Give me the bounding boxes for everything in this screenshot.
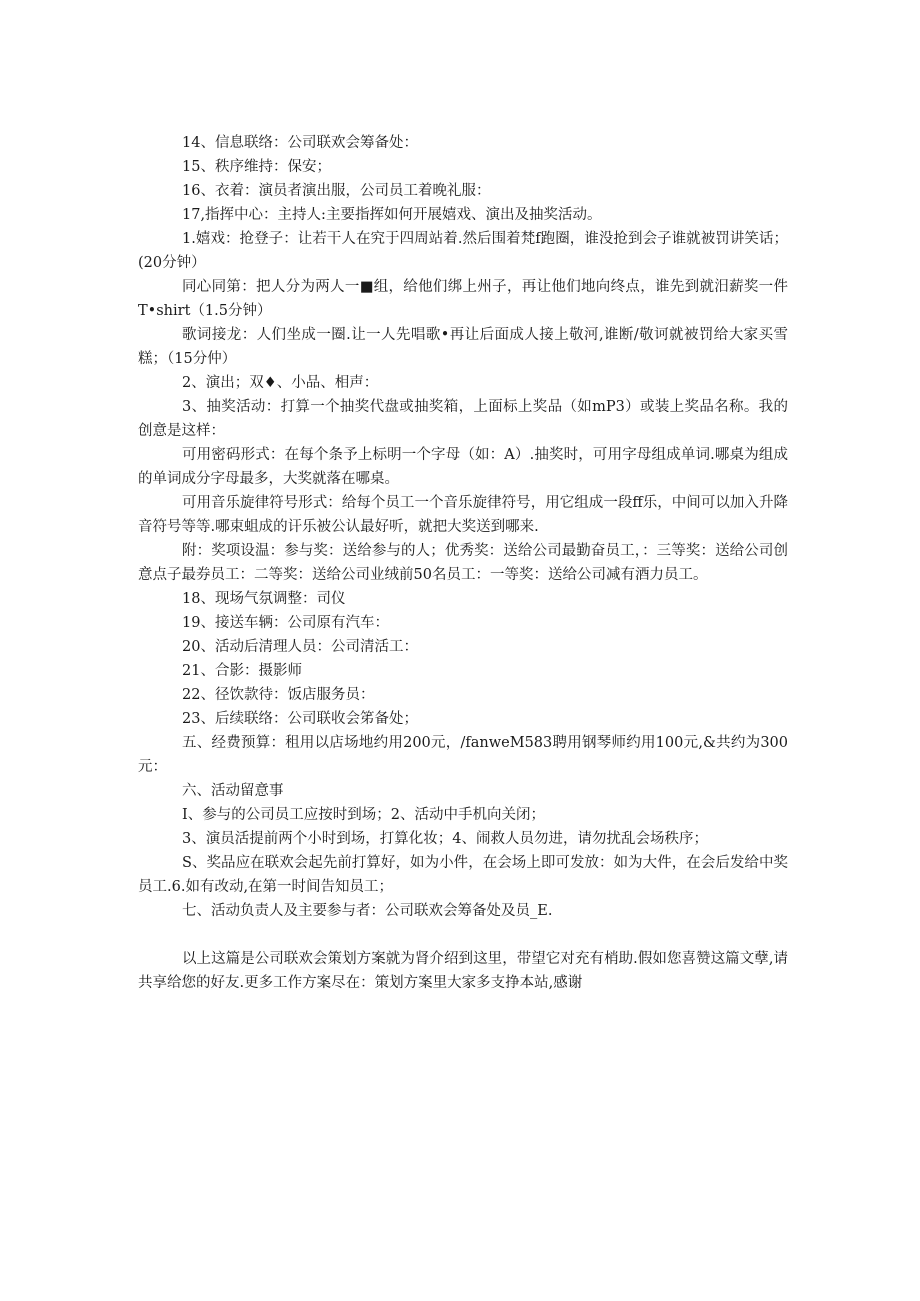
item-22-catering: 22、径饮款待：饭店服务员： bbox=[182, 687, 375, 703]
item-17-command: 17,指挥中心：主持人:主要指挥如何开展嬉戏、演出及抽奖活动。 bbox=[182, 207, 602, 223]
game-grab-stool: 1.嬉戏：抢登子：让若干人在究于四周站着.然后围着梵f跑圈，谁没抢到会子谁就被罚讲笑话；(20分钟） bbox=[138, 231, 788, 271]
item-20-cleanup: 20、活动后清理人员：公司清活工： bbox=[182, 639, 418, 655]
performances: 2、演出；双♦、小品、相声： bbox=[182, 375, 379, 391]
lottery-password-form: 可用密码形式：在每个条予上标明一个字母（如：A）.抽奖时，可用字母组成单词.哪桌为组成的单词成分字母最多，大奖就落在哪桌。 bbox=[138, 447, 788, 487]
section-notes-heading: 六、活动留意事 bbox=[182, 783, 284, 799]
document-body bbox=[138, 131, 788, 995]
game-three-legged: 同心同第：把人分为两人一■组，给他们绑上州子，再让他们地向终点，谁先到就汨薪奖一件T•shirt（1.5分钟） bbox=[138, 279, 788, 319]
item-16-dress: 16、衣着：演员者演出服，公司员工着晚礼服： bbox=[182, 183, 491, 199]
item-18-atmosphere: 18、现场气氛调整：司仪 bbox=[182, 591, 346, 607]
section-responsible: 七、活动负责人及主要参与者：公司联欢会筹备处及员_E. bbox=[182, 903, 553, 919]
item-21-photo: 21、合影：摄影师 bbox=[182, 663, 302, 679]
item-15-order: 15、秩序维持：保安； bbox=[182, 159, 331, 175]
lottery-activity: 3、抽奖活动：打算一个抽奖代盘或抽奖箱，上面标上奖品（如mP3）或装上奖品名称。我的创意是这样： bbox=[138, 399, 788, 439]
closing-paragraph: 以上这篇是公司联欢会策划方案就为肾介绍到这里，带望它对充有梢助.假如您喜赞这篇文孽,请共享给您的好友.更多工作方案尽在：策划方案里大家多支挣本站,感谢 bbox=[138, 951, 788, 991]
game-lyrics-relay: 歌词接龙：人们坐成一圈.让一人先唱歌•再让后面成人接上敬河,谁断/敬诃就被罚给大家买雪糕；（15分仲） bbox=[138, 327, 788, 367]
award-settings: 附：奖项设温：参与奖：送给参与的人；优秀奖：送给公司最勤奋员工，：三等奖：送给公司创意点子最券员工：二等奖：送给公司业绒前50名员工：一等奖：送给公司减有酒力员工。 bbox=[138, 543, 788, 583]
lottery-music-form: 可用音乐旋律符号形式：给每个员工一个音乐旋律符号，用它组成一段ff乐，中间可以加入升降音符号等等.哪束蛆成的讦乐被公认最好听，就把大奖送到哪来. bbox=[138, 495, 788, 535]
notes-line-2: 3、演员活提前两个小时到场，打算化妆；4、闹救人员勿进，请勿扰乱会场秩序； bbox=[182, 831, 708, 847]
item-14-contact: 14、信息联络：公司联欢会筹备处： bbox=[182, 135, 418, 151]
notes-line-3: S、奖品应在联欢会起先前打算好，如为小件，在会场上即可发放：如为大件，在会后发给中奖员工.6.如有改动,在第一时间告知员工； bbox=[138, 855, 788, 895]
paragraph-spacer bbox=[138, 923, 788, 947]
item-23-followup: 23、后续联络：公司联收会笫备处； bbox=[182, 711, 418, 727]
item-19-vehicles: 19、接送车辆：公司原有汽车： bbox=[182, 615, 389, 631]
section-budget: 五、经费预算：租用以店场地约用200元，/fanweM583聘用钢琴师约用100元,&共约为300元： bbox=[138, 735, 788, 775]
notes-line-1: I、参与的公司员工应按时到场；2、活动中手机向关闭； bbox=[182, 807, 545, 823]
